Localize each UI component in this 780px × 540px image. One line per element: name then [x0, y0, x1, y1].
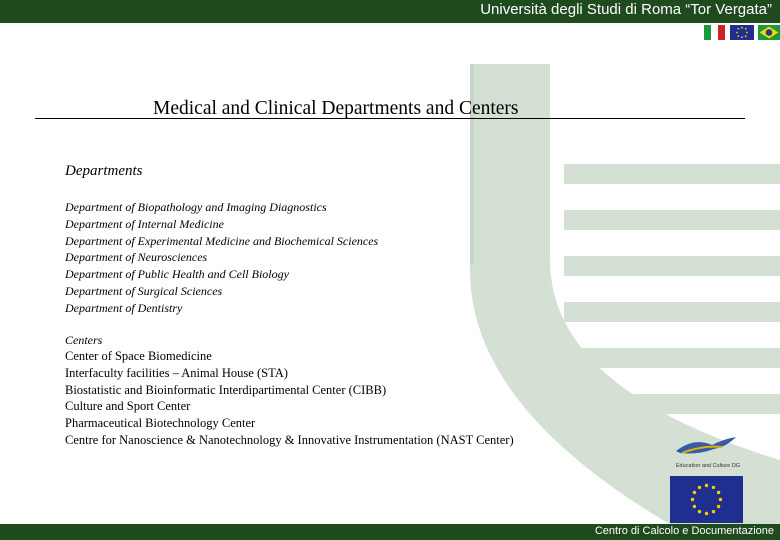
- footer-bar: [0, 524, 780, 540]
- brazil-flag-icon: [758, 25, 780, 40]
- center-item: Biostatistic and Bioinformatic Interdipartimental Center (CIBB): [65, 382, 387, 397]
- italy-flag-icon: [704, 25, 725, 40]
- university-name: Università degli Studi di Roma “Tor Vergata”: [480, 1, 772, 18]
- flags-group: [704, 25, 780, 40]
- department-item: Department of Surgical Sciences: [65, 283, 223, 298]
- department-item: Department of Experimental Medicine and Biochemical Sciences: [65, 233, 379, 248]
- logo-caption: Education and Culture DG: [675, 463, 741, 469]
- eu-flag-icon: [670, 476, 743, 523]
- department-item: Department of Internal Medicine: [65, 216, 224, 231]
- center-item: Centre for Nanoscience & Nanotechnology & Innovative Instrumentation (NAST Center): [65, 432, 514, 447]
- footer-text: Centro di Calcolo e Documentazione: [594, 525, 774, 537]
- department-item: Department of Public Health and Cell Biology: [65, 267, 289, 282]
- bird-emblem-icon: [672, 433, 744, 463]
- centers-list: [65, 348, 514, 449]
- eu-flag-small-icon: [730, 25, 754, 40]
- department-item: Department of Neurosciences: [65, 250, 208, 265]
- department-item: Department of Dentistry: [65, 300, 183, 315]
- department-item: Department of Biopathology and Imaging Diagnostics: [65, 200, 327, 214]
- page-title: Medical and Clinical Departments and Centers: [153, 98, 519, 119]
- centers-heading: Centers: [65, 333, 103, 347]
- departments-list: [65, 199, 378, 317]
- education-culture-logo: [672, 433, 744, 479]
- center-item: Center of Space Biomedicine: [65, 349, 212, 363]
- center-item: Pharmaceutical Biotechnology Center: [65, 416, 256, 431]
- departments-heading: Departments: [65, 163, 143, 179]
- center-item: Culture and Sport Center: [65, 399, 191, 414]
- header-bar: [0, 0, 780, 23]
- center-item: Interfaculty facilities – Animal House (STA): [65, 365, 288, 380]
